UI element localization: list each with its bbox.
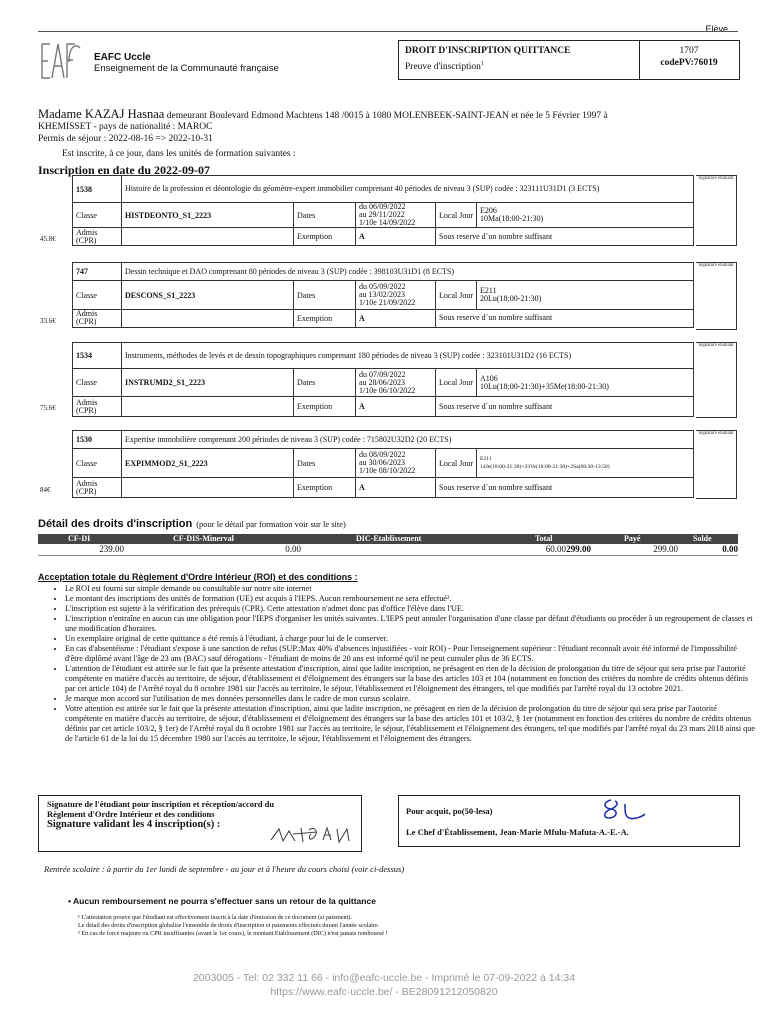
student-address: demeurant Boulevard Edmond Machtens 148 /0015 à 1080 MOLENBEEK-SAINT-JEAN et née le 5 Février 1997 à <box>166 111 608 121</box>
droits-heading <box>38 514 346 532</box>
no-refund-text: Aucun remboursement ne pourra s'effectuer sans un retour de la quittance <box>73 896 376 906</box>
course-schedule: 20Lu(18:00-21:30) <box>480 294 542 303</box>
classe-label: Classe <box>73 203 122 228</box>
doc-title: DROIT D'INSCRIPTION QUITTANCE <box>405 46 571 56</box>
course-classe: HISTDEONTO_S1_2223 <box>122 203 294 228</box>
admis-label: Admis (CPR) <box>73 397 122 417</box>
footnote: ² En cas de force majeure ou CPR insuffisantes (avant le 1er cours), le montant Etablissement (DIC) n'est jamais remboursé ! <box>78 930 388 937</box>
course-start-date: du 05/09/2022 <box>359 282 406 291</box>
course-table <box>72 342 694 417</box>
course-classe: INSTRUMD2_S1_2223 <box>122 369 294 397</box>
signature-label: Signature étudiant <box>698 431 734 436</box>
droits-value: 0.00 <box>722 544 738 554</box>
course-block <box>38 430 738 502</box>
reserve-note: Sous reserve d´un nombre suffisant <box>436 478 694 498</box>
course-end-date: au 29/11/2022 <box>359 210 405 219</box>
course-number: 1534 <box>73 343 122 369</box>
droits-header: Solde <box>693 534 712 543</box>
course-local: E211 <box>480 456 492 462</box>
course-price: 45.8€ <box>40 235 56 243</box>
droits-header: DIC-Etablissement <box>356 534 422 543</box>
classe-label: Classe <box>73 281 122 309</box>
chef-signature-scribble-icon <box>599 798 649 822</box>
signature-label: Signature étudiant <box>698 343 734 348</box>
droits-header: Total <box>535 534 553 543</box>
course-number: 1538 <box>73 176 122 203</box>
droits-value: 299.00 <box>653 544 678 554</box>
footer-line1: 2003005 - Tel: 02 332 11 66 - info@eafc-uccle.be - Imprimé le 07-09-2022 à 14:34 <box>192 972 576 984</box>
droits-header: CF-DI <box>68 534 91 543</box>
exemption-label: Exemption <box>294 309 356 327</box>
course-title: Histoire de la profession et déontologie du géomètre-expert immobilier comprenant 40 périodes de niveau 3 (SUP) codée : 323111U31D1 (3 ECTS) <box>122 176 694 203</box>
doc-subtitle-wrap <box>405 61 484 72</box>
student-permit: Permis de séjour : 2022-08-16 => 2022-10-31 <box>38 134 213 144</box>
course-title: Instruments, méthodes de levés et de dessin topographiques comprenant 180 périodes de niveau 3 (SUP) codée : 323101U31D2 (16 ECTS) <box>122 343 694 369</box>
droits-value: 0.00 <box>285 544 301 554</box>
exemption-label: Exemption <box>294 478 356 498</box>
rentree-note: Rentrée scolaire : à partir du 1er lundi de septembre - au jour et à l'heure du cours choisi (voir ci-dessus) <box>44 864 405 874</box>
roi-item: • Votre attention est attirée sur le fait que la présente attestation d'inscription, ainsi que ladite inscription, ne présagent en rien de la décision de prolongation du titre de séjour qui sera prise par l'autorité compétente en matière d'accès au territoire, de séjour, d'établissement et d'éloignement des étrangers sur la base des articles 101 et 103/2, § 1er (notamment en fonction des critères du nombre de crédits obtenus définis par cet article 103/2, § 1er) de l'Arrêté royal du 8 octobre 1981 sur l'accès au territoire, le séjour, l'établissement et l'éloignement des étrangers, tel que modifiés par l'arrêté royal du 23 mars 2018 ainsi que de l'article 61 de la loi du 15 décembre 1980 sur l'accès au territoire, le séjour, l'établissement et l'éloignement des étrangers. <box>65 704 755 744</box>
course-table <box>72 430 694 498</box>
course-number: 747 <box>73 263 122 281</box>
course-tenth-date: 1/10e 14/09/2022 <box>359 218 416 227</box>
roi-item: • Je marque mon accord sur l'utilisation de mes données personnelles dans le cadre de mon cursus scolaire. <box>65 694 755 704</box>
student-line <box>38 107 758 122</box>
reserve-note: Sous reserve d´un nombre suffisant <box>436 309 694 327</box>
course-start-date: du 08/09/2022 <box>359 450 406 459</box>
course-schedule: 14Je(18:00-21:30)+33Ve(18:00-21:30)+2Sa(08:30-13:50) <box>480 464 610 470</box>
course-end-date: au 30/06/2023 <box>359 458 405 467</box>
droits-note: (pour le détail par formation voir sur le site) <box>196 519 346 529</box>
signature-cell <box>696 175 737 246</box>
admis-label: Admis (CPR) <box>73 478 122 498</box>
signature-label: Signature étudiant <box>698 263 734 268</box>
chef-signature-line1: Pour acquit, po(50-lesa) <box>406 806 493 816</box>
exemption-label: Exemption <box>294 228 356 246</box>
footnotes <box>78 914 728 938</box>
roi-item: • L'attention de l'étudiant est attirée sur le fait que la présente attestation d'inscription, ainsi que ladite inscription, ne présagent en rien de la décision de prolongation du titre de séjour qui sera prise par l'autorité compétente en matière d'accès au territoire, de séjour, d'établissement et d'éloignement des étrangers sur la base des articles 103 et 104 (notamment en fonction des critères du nombre de crédits obtenus définis par cet article 104) de l'Arrêté royal du 8 octobre 1981 sur l'accès au territoire, le séjour, l'établissement et l'éloignement des étrangers, tel que modifiés par l'arrêté royal du 13 octobre 2021. <box>65 664 755 694</box>
course-price: 84€ <box>40 486 51 494</box>
school-subtitle: Enseignement de la Communauté française <box>94 63 279 74</box>
codepv: codePV:76019 <box>660 58 718 68</box>
student-birthplace: KHEMISSET - pays de nationalité : MAROC <box>38 122 213 132</box>
dates-label: Dates <box>294 203 356 228</box>
roi-item: • L'inscription n'entraîne en aucun cas une obligation pour l'IEPS d'organiser les unités suivantes. L'IEPS peut annuler l'organisation d'une classe par défaut d'étudiants ou procéder à un regroupement de classes et une modification d'horaires. <box>65 614 755 634</box>
copy-label: Elève <box>705 24 728 34</box>
local-jour-label: Local Jour <box>436 369 477 397</box>
student-signature-line3: Signature validant les 4 inscription(s) : <box>47 819 221 830</box>
reserve-note: Sous reserve d´un nombre suffisant <box>436 228 694 246</box>
droits-value: 60.00 <box>545 544 566 554</box>
local-jour-label: Local Jour <box>436 449 477 478</box>
course-block <box>38 342 738 420</box>
course-start-date: du 06/09/2022 <box>359 202 406 211</box>
droits-value: 239.00 <box>99 544 124 554</box>
droits-value: 299.00 <box>566 544 591 554</box>
course-end-date: au 13/02/2023 <box>359 290 405 299</box>
dates-label: Dates <box>294 369 356 397</box>
student-signature-scribble-icon <box>267 820 357 848</box>
course-schedule: 10Ma(18:00-21:30) <box>480 214 544 223</box>
reserve-note: Sous reserve d´un nombre suffisant <box>436 397 694 417</box>
signature-cell <box>696 262 737 330</box>
local-jour-label: Local Jour <box>436 203 477 228</box>
roi-item: • En cas d'absentéisme : l'étudiant s'expose à une sanction de refus (SUP.:Max 40% d'absences injustifiées - voir ROI) - Pour l'enseignement supérieur : l'étudiant reconnaît avoir été informé de l'impossibilité d'être diplômé avant l'âge de 23 ans (BAC) sauf dérogations - l'étudiant de moins de 20 ans est informé qu'il ne peut cumuler plus de 36 ECTS. <box>65 644 755 664</box>
receipt-title-box <box>398 40 740 80</box>
signature-cell <box>696 430 737 499</box>
eafc-logo-icon <box>38 40 82 84</box>
footnote: Le détail des droits d'inscription globalise l'ensemble de droits d'inscription et paiements effectués durant l'année scolaire. <box>78 922 380 929</box>
course-start-date: du 07/09/2022 <box>359 369 406 379</box>
course-local: A106 <box>480 373 498 383</box>
droits-title: Détail des droits d'inscription <box>38 518 193 530</box>
doc-number: 1707 <box>679 46 699 56</box>
droits-header: CF-DIS-Minerval <box>173 534 234 543</box>
doc-subtitle: Preuve d'inscription <box>405 62 481 73</box>
course-classe: DESCONS_S1_2223 <box>122 281 294 309</box>
course-local: E206 <box>480 206 497 215</box>
course-table <box>72 175 694 246</box>
droits-header-bar <box>38 534 738 544</box>
course-classe: EXPIMMOD2_S1_2223 <box>122 449 294 478</box>
admis-label: Admis (CPR) <box>73 228 122 246</box>
course-title: Expertise immobilière comprenant 200 périodes de niveau 3 (SUP) codée : 715802U32D2 (20 ECTS) <box>122 431 694 449</box>
no-refund-note: • Aucun remboursement ne pourra s'effectuer sans un retour de la quittance <box>68 896 376 906</box>
course-schedule: 10Lu(18:00-21:30)+35Me(18:00-21:30) <box>480 381 609 391</box>
classe-label: Classe <box>73 449 122 478</box>
exemption-value: A <box>356 228 436 246</box>
course-block <box>38 262 738 334</box>
course-tenth-date: 1/10e 08/10/2022 <box>359 466 416 475</box>
course-price: 75.6€ <box>40 404 56 412</box>
course-end-date: au 28/06/2023 <box>359 377 405 387</box>
inscription-date: Inscription en date du 2022-09-07 <box>38 163 211 177</box>
enrolled-line: Est inscrite, à ce jour, dans les unités de formation suivantes : <box>62 149 296 159</box>
course-price: 33.6€ <box>40 317 56 325</box>
course-number: 1530 <box>73 431 122 449</box>
roi-item: • L'inscription est sujette à la vérification des prérequis (CPR). Cette attestation n'admet donc pas d'office l'élève dans l'UE. <box>65 604 755 614</box>
student-name: Madame KAZAJ Hasnaa <box>38 107 165 121</box>
roi-title: Acceptation totale du Règlement d'Ordre Intérieur (ROI) et des conditions : <box>38 572 358 582</box>
course-tenth-date: 1/10e 21/09/2022 <box>359 298 416 307</box>
course-block <box>38 175 738 247</box>
student-signature-line2: Règlement d'Ordre Intérieur et des conditions <box>47 809 215 819</box>
footnote: ¹ L'attestation prouve que l'étudiant est effectivement inscrit à la date d'émission de ce document (si paiement). <box>78 914 352 921</box>
footer-line2: https://www.eafc-uccle.be/ - BE28091212050820 <box>270 986 498 998</box>
roi-item: • Le montant des inscriptions des unités de formation (UE) est acquis à l'IEPS. Aucun remboursement ne sera effectué². <box>65 594 755 604</box>
student-signature-box <box>38 795 362 852</box>
school-name: EAFC Uccle <box>94 52 151 63</box>
roi-list <box>40 584 755 744</box>
course-title: Dessin technique et DAO comprenant 80 périodes de niveau 3 (SUP) codée : 398103U31D1 (8 ECTS) <box>122 263 694 281</box>
exemption-label: Exemption <box>294 397 356 417</box>
classe-label: Classe <box>73 369 122 397</box>
student-signature-line1: Signature de l'étudiant pour inscription et réception/accord du <box>47 799 275 809</box>
doc-subtitle-note: 1 <box>480 61 484 67</box>
signature-cell <box>696 342 737 418</box>
roi-item: • Un exemplaire original de cette quittance a été remis à l'étudiant, à charge pour lui de le conserver. <box>65 634 755 644</box>
course-table <box>72 262 694 328</box>
chef-signature-box <box>398 795 740 847</box>
droits-values-row <box>38 544 738 556</box>
local-jour-label: Local Jour <box>436 281 477 309</box>
dates-label: Dates <box>294 449 356 478</box>
chef-signature-line2: Le Chef d'Établissement, Jean-Marie Mfulu-Mafuta-A.-E.-A. <box>406 827 629 837</box>
header-rule <box>38 31 738 32</box>
exemption-value: A <box>356 478 436 498</box>
course-tenth-date: 1/10e 06/10/2022 <box>359 385 416 395</box>
exemption-value: A <box>356 309 436 327</box>
course-local: E211 <box>480 286 497 295</box>
exemption-value: A <box>356 397 436 417</box>
dates-label: Dates <box>294 281 356 309</box>
roi-item: • Le ROI est fourni sur simple demande ou consultable sur notre site internet <box>65 584 755 594</box>
admis-label: Admis (CPR) <box>73 309 122 327</box>
signature-label: Signature étudiant <box>698 176 734 181</box>
droits-header: Payé <box>624 534 641 543</box>
